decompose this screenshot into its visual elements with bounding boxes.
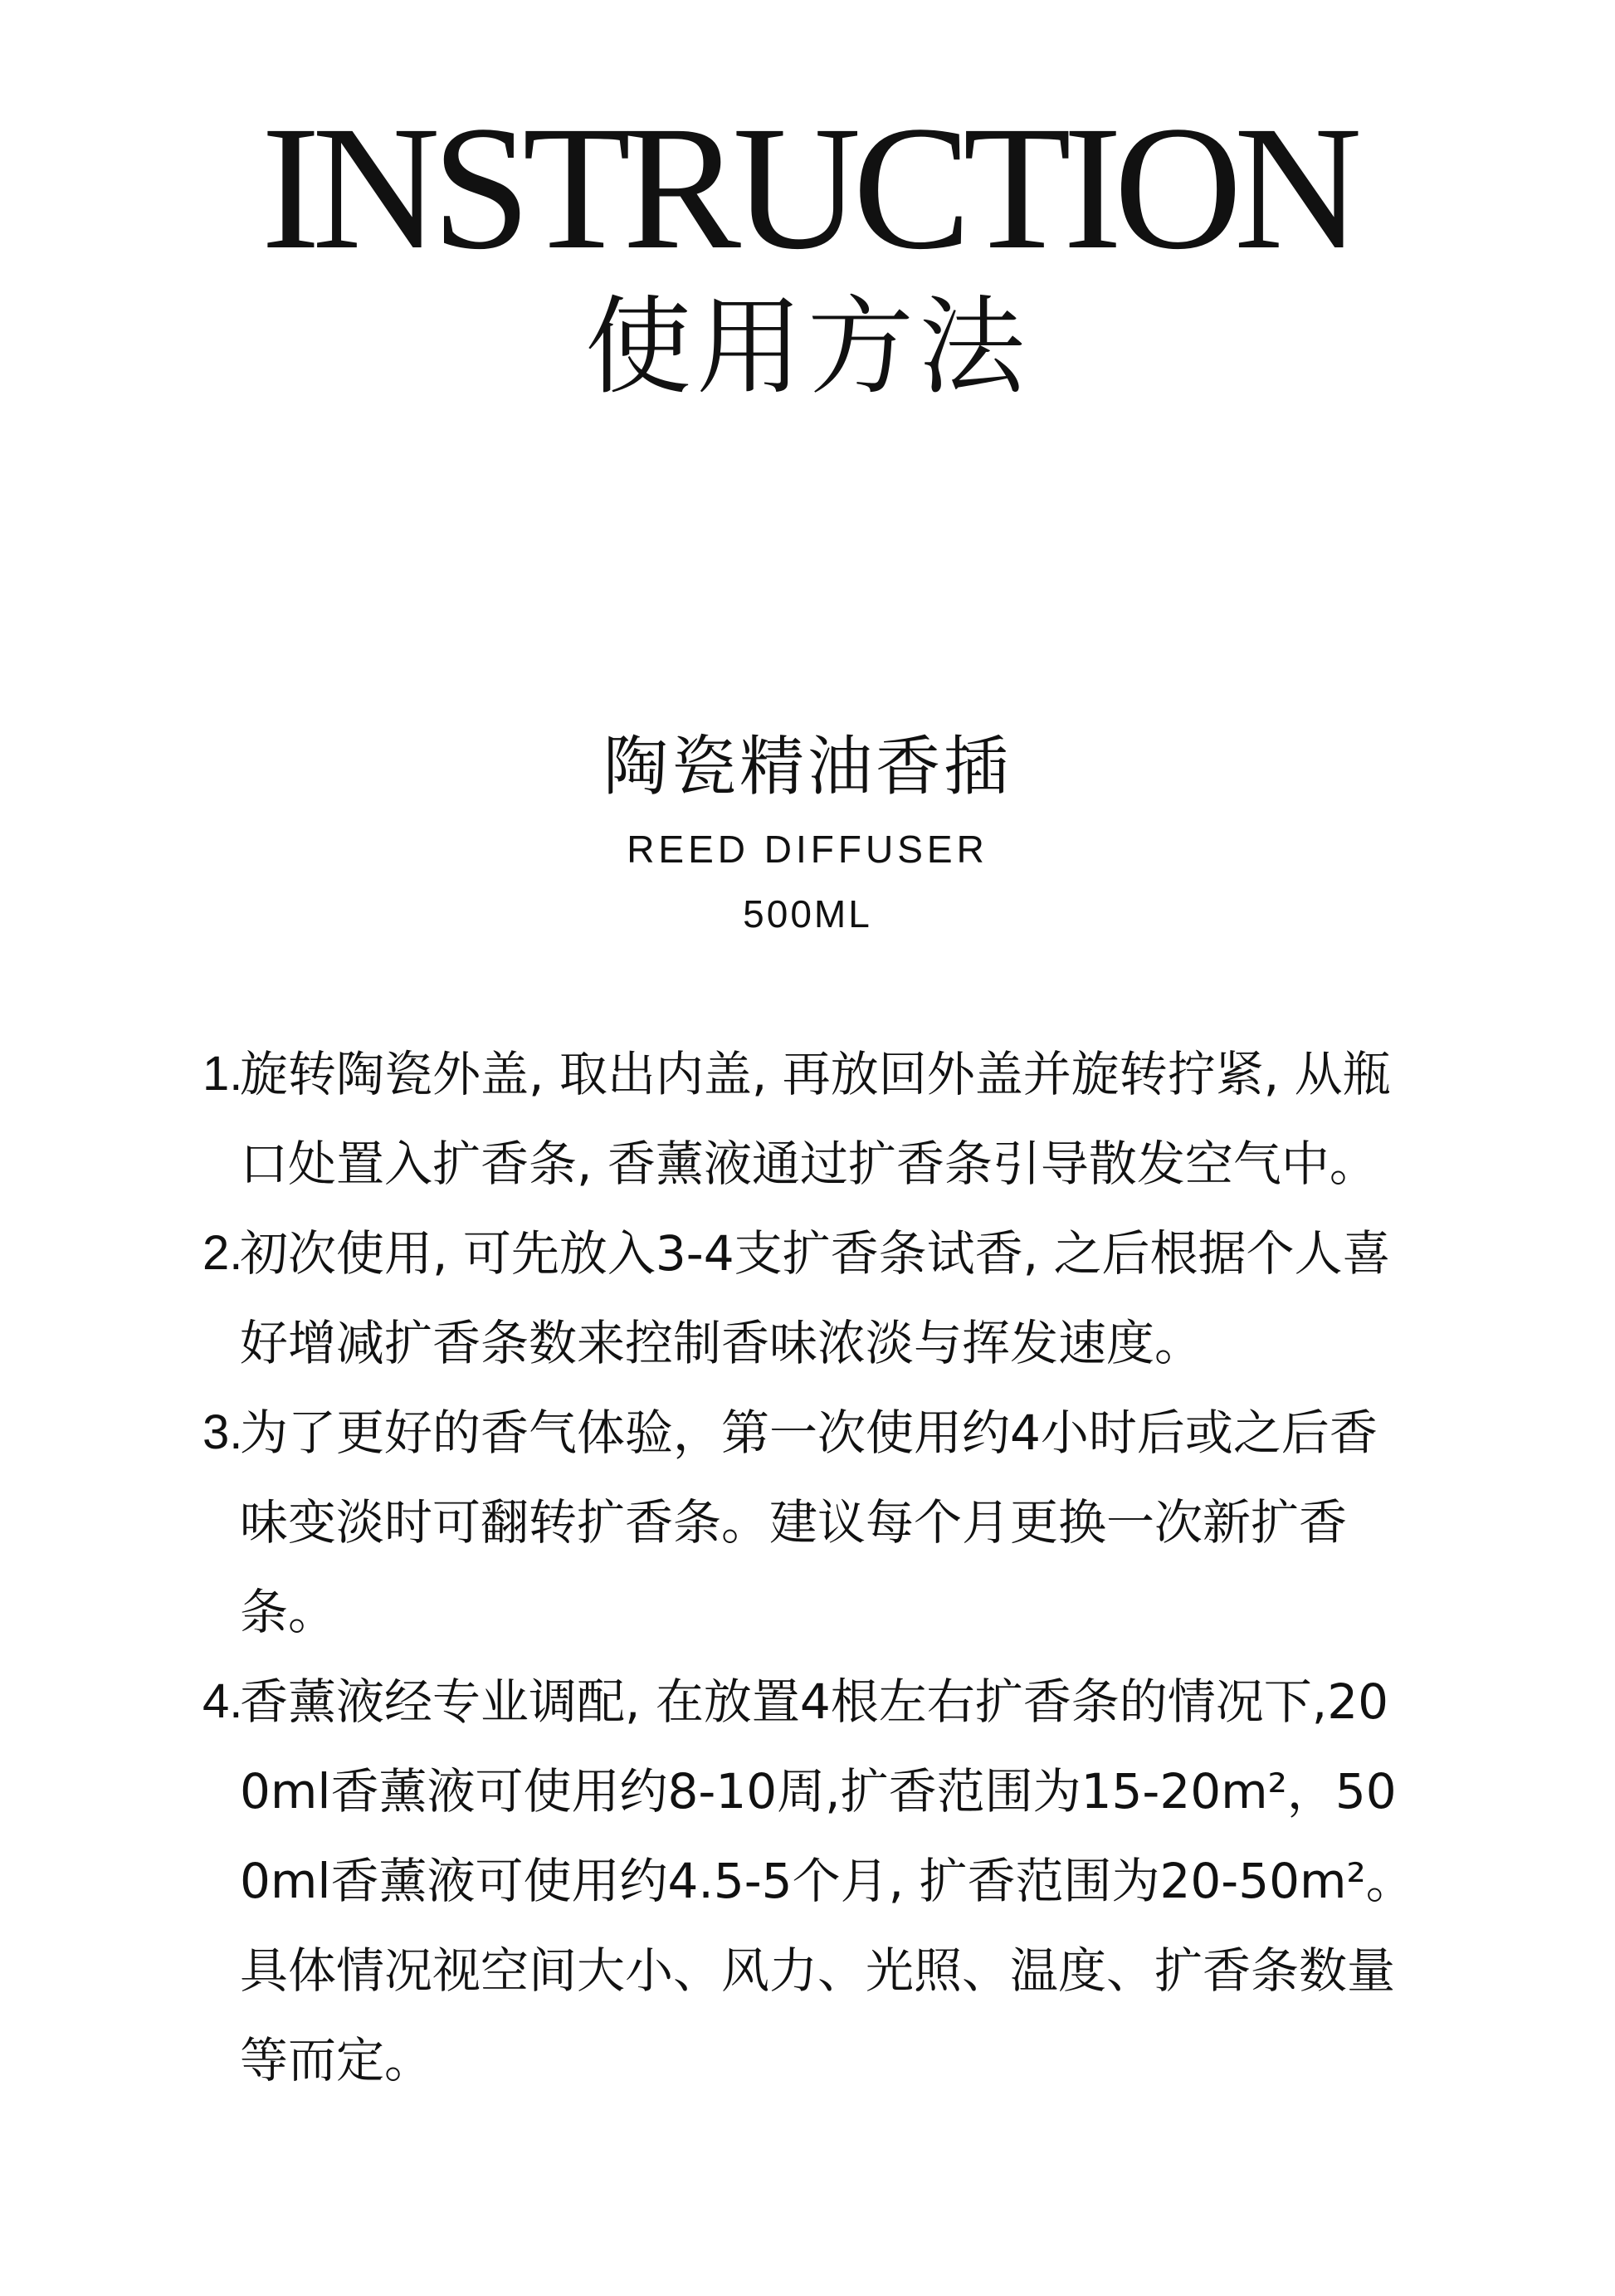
step-number: 3. [202,1405,243,1459]
step-text: 为了更好的香气体验，第一次使用约4小时后或之后香味变淡时可翻转扩香条。建议每个月更换一次新扩香条。 [240,1404,1378,1640]
step-text: 初次使用, 可先放入3-4支扩香条试香, 之后根据个人喜好增减扩香条数来控制香味浓淡与挥发速度。 [240,1225,1391,1371]
step-text: 香薰液经专业调配, 在放置4根左右扩香条的情况下,200ml香薰液可使用约8-10周,扩香范围为15-20m²，500ml香薰液可使用约4.5-5个月, 扩香范围为20-50m²。具体情况视空间大小、风力、光照、温度、扩香条数量等而定。 [240,1673,1414,2088]
page-title-en: INSTRUCTION [261,90,1354,286]
page-title-cn: 使用方法 [584,286,1030,409]
instruction-step-4 [202,1657,1414,2105]
step-number: 4. [202,1674,243,1728]
instruction-step-2 [202,1209,1414,1388]
step-number: 1. [202,1047,243,1101]
step-text: 旋转陶瓷外盖, 取出内盖, 再放回外盖并旋转拧紧, 从瓶口处置入扩香条, 香薰液通过扩香条引导散发空气中。 [240,1046,1391,1192]
instruction-steps [202,1029,1414,2105]
product-name-en: REED DIFFUSER [627,828,988,871]
product-volume: 500ML [743,892,872,935]
instruction-step-1 [202,1029,1414,1209]
instruction-step-3 [202,1388,1414,1657]
product-name-cn: 陶瓷精油香插 [603,730,1012,804]
step-number: 2. [202,1226,243,1280]
